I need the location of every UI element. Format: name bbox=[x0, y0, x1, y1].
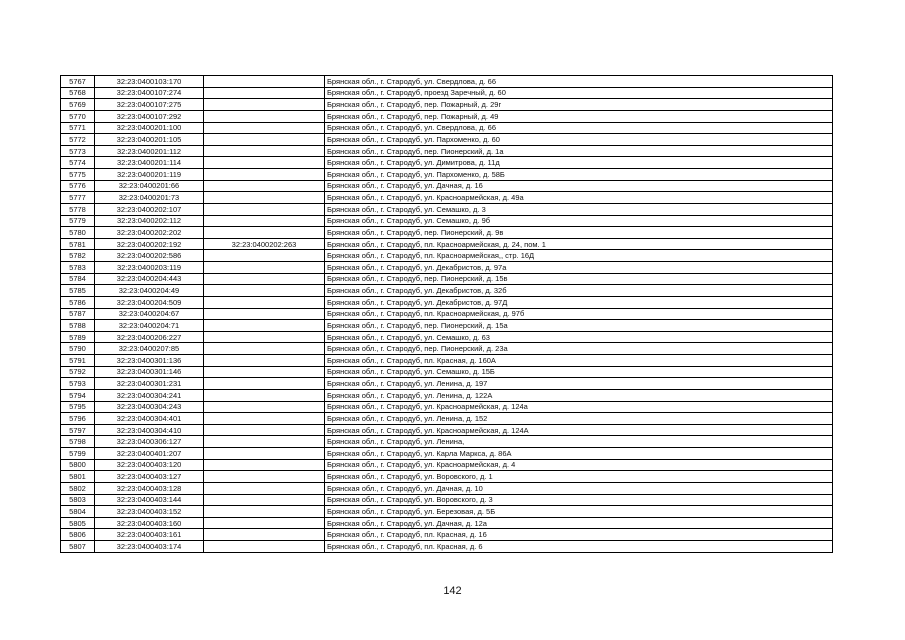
previous-number-cell bbox=[204, 203, 325, 215]
table-row bbox=[61, 482, 833, 494]
row-number-cell: 5790 bbox=[61, 343, 95, 355]
table-row bbox=[61, 541, 833, 553]
previous-number-cell bbox=[204, 355, 325, 367]
cadastral-number-cell: 32:23:0400304:401 bbox=[95, 413, 204, 425]
cadastral-number-cell: 32:23:0400201:100 bbox=[95, 122, 204, 134]
cadastral-number-cell: 32:23:0400202:586 bbox=[95, 250, 204, 262]
address-cell: Брянская обл., г. Стародуб, пер. Пионерский, д. 9в bbox=[325, 227, 833, 239]
cadastral-number-cell: 32:23:0400301:146 bbox=[95, 366, 204, 378]
cadastral-number-cell: 32:23:0400204:49 bbox=[95, 285, 204, 297]
row-number-cell: 5770 bbox=[61, 110, 95, 122]
address-cell: Брянская обл., г. Стародуб, ул. Дачная, д. 16 bbox=[325, 180, 833, 192]
table-row bbox=[61, 448, 833, 460]
table-row bbox=[61, 517, 833, 529]
previous-number-cell bbox=[204, 180, 325, 192]
address-cell: Брянская обл., г. Стародуб, ул. Красноармейская, д. 124А bbox=[325, 424, 833, 436]
cadastral-number-cell: 32:23:0400403:120 bbox=[95, 459, 204, 471]
address-cell: Брянская обл., г. Стародуб, ул. Воровского, д. 1 bbox=[325, 471, 833, 483]
row-number-cell: 5796 bbox=[61, 413, 95, 425]
address-cell: Брянская обл., г. Стародуб, пл. Красная, д. 6 bbox=[325, 541, 833, 553]
address-cell: Брянская обл., г. Стародуб, ул. Семашко, д. 3 bbox=[325, 203, 833, 215]
cadastral-number-cell: 32:23:0400207:85 bbox=[95, 343, 204, 355]
address-cell: Брянская обл., г. Стародуб, ул. Семашко, д. 15Б bbox=[325, 366, 833, 378]
row-number-cell: 5792 bbox=[61, 366, 95, 378]
cadastral-number-cell: 32:23:0400201:112 bbox=[95, 145, 204, 157]
row-number-cell: 5794 bbox=[61, 389, 95, 401]
table-row bbox=[61, 436, 833, 448]
previous-number-cell bbox=[204, 401, 325, 413]
address-cell: Брянская обл., г. Стародуб, ул. Ленина, д. 152 bbox=[325, 413, 833, 425]
cadastral-number-cell: 32:23:0400201:73 bbox=[95, 192, 204, 204]
address-cell: Брянская обл., г. Стародуб, пл. Красноармейская, д. 24, пом. 1 bbox=[325, 238, 833, 250]
table-row bbox=[61, 401, 833, 413]
address-cell: Брянская обл., г. Стародуб, ул. Карла Маркса, д. 86А bbox=[325, 448, 833, 460]
row-number-cell: 5783 bbox=[61, 262, 95, 274]
table-row bbox=[61, 169, 833, 181]
row-number-cell: 5781 bbox=[61, 238, 95, 250]
page-number: 142 bbox=[443, 585, 462, 597]
table-row bbox=[61, 389, 833, 401]
previous-number-cell bbox=[204, 285, 325, 297]
table-row bbox=[61, 331, 833, 343]
previous-number-cell bbox=[204, 122, 325, 134]
address-cell: Брянская обл., г. Стародуб, ул. Красноармейская, д. 124а bbox=[325, 401, 833, 413]
cadastral-number-cell: 32:23:0400201:66 bbox=[95, 180, 204, 192]
address-cell: Брянская обл., г. Стародуб, ул. Красноармейская, д. 49а bbox=[325, 192, 833, 204]
row-number-cell: 5785 bbox=[61, 285, 95, 297]
table-row bbox=[61, 262, 833, 274]
table-row bbox=[61, 110, 833, 122]
row-number-cell: 5803 bbox=[61, 494, 95, 506]
row-number-cell: 5777 bbox=[61, 192, 95, 204]
previous-number-cell bbox=[204, 506, 325, 518]
table-row bbox=[61, 494, 833, 506]
cadastral-number-cell: 32:23:0400107:292 bbox=[95, 110, 204, 122]
row-number-cell: 5784 bbox=[61, 273, 95, 285]
row-number-cell: 5776 bbox=[61, 180, 95, 192]
address-cell: Брянская обл., г. Стародуб, пер. Пионерский, д. 23а bbox=[325, 343, 833, 355]
address-cell: Брянская обл., г. Стародуб, пл. Красноармейская,, стр. 16Д bbox=[325, 250, 833, 262]
table-row bbox=[61, 529, 833, 541]
row-number-cell: 5769 bbox=[61, 99, 95, 111]
address-cell: Брянская обл., г. Стародуб, пер. Пожарный, д. 49 bbox=[325, 110, 833, 122]
cadastral-number-cell: 32:23:0400306:127 bbox=[95, 436, 204, 448]
cadastral-number-cell: 32:23:0400201:119 bbox=[95, 169, 204, 181]
table-row bbox=[61, 366, 833, 378]
previous-number-cell bbox=[204, 250, 325, 262]
previous-number-cell bbox=[204, 343, 325, 355]
address-cell: Брянская обл., г. Стародуб, пер. Пожарный, д. 29г bbox=[325, 99, 833, 111]
cadastral-number-cell: 32:23:0400203:119 bbox=[95, 262, 204, 274]
cadastral-number-cell: 32:23:0400403:174 bbox=[95, 541, 204, 553]
row-number-cell: 5786 bbox=[61, 296, 95, 308]
cadastral-number-cell: 32:23:0400204:67 bbox=[95, 308, 204, 320]
cadastral-number-cell: 32:23:0400401:207 bbox=[95, 448, 204, 460]
row-number-cell: 5780 bbox=[61, 227, 95, 239]
cadastral-number-cell: 32:23:0400107:275 bbox=[95, 99, 204, 111]
address-cell: Брянская обл., г. Стародуб, ул. Свердлова, д. 66 bbox=[325, 76, 833, 88]
previous-number-cell bbox=[204, 215, 325, 227]
table-row bbox=[61, 215, 833, 227]
previous-number-cell bbox=[204, 262, 325, 274]
table-row bbox=[61, 99, 833, 111]
cadastral-number-cell: 32:23:0400204:443 bbox=[95, 273, 204, 285]
cadastral-number-cell: 32:23:0400103:170 bbox=[95, 76, 204, 88]
address-cell: Брянская обл., г. Стародуб, ул. Ленина, д. 122А bbox=[325, 389, 833, 401]
cadastral-number-cell: 32:23:0400403:161 bbox=[95, 529, 204, 541]
row-number-cell: 5801 bbox=[61, 471, 95, 483]
previous-number-cell: 32:23:0400202:263 bbox=[204, 238, 325, 250]
previous-number-cell bbox=[204, 471, 325, 483]
address-cell: Брянская обл., г. Стародуб, ул. Свердлова, д. 66 bbox=[325, 122, 833, 134]
address-cell: Брянская обл., г. Стародуб, ул. Красноармейская, д. 4 bbox=[325, 459, 833, 471]
cadastral-number-cell: 32:23:0400304:410 bbox=[95, 424, 204, 436]
address-cell: Брянская обл., г. Стародуб, ул. Декабристов, д. 97Д bbox=[325, 296, 833, 308]
previous-number-cell bbox=[204, 448, 325, 460]
address-cell: Брянская обл., г. Стародуб, пл. Красная, д. 160А bbox=[325, 355, 833, 367]
table-row bbox=[61, 506, 833, 518]
previous-number-cell bbox=[204, 169, 325, 181]
table-row bbox=[61, 355, 833, 367]
address-cell: Брянская обл., г. Стародуб, ул. Семашко, д. 63 bbox=[325, 331, 833, 343]
row-number-cell: 5788 bbox=[61, 320, 95, 332]
previous-number-cell bbox=[204, 134, 325, 146]
row-number-cell: 5772 bbox=[61, 134, 95, 146]
cadastral-number-cell: 32:23:0400202:202 bbox=[95, 227, 204, 239]
row-number-cell: 5802 bbox=[61, 482, 95, 494]
previous-number-cell bbox=[204, 273, 325, 285]
row-number-cell: 5773 bbox=[61, 145, 95, 157]
previous-number-cell bbox=[204, 459, 325, 471]
table-row bbox=[61, 285, 833, 297]
cadastral-number-cell: 32:23:0400202:192 bbox=[95, 238, 204, 250]
table-row bbox=[61, 134, 833, 146]
table-row bbox=[61, 343, 833, 355]
previous-number-cell bbox=[204, 494, 325, 506]
table-row bbox=[61, 413, 833, 425]
cadastral-number-cell: 32:23:0400202:112 bbox=[95, 215, 204, 227]
table-row bbox=[61, 180, 833, 192]
previous-number-cell bbox=[204, 482, 325, 494]
row-number-cell: 5791 bbox=[61, 355, 95, 367]
previous-number-cell bbox=[204, 308, 325, 320]
address-cell: Брянская обл., г. Стародуб, ул. Пархоменко, д. 58Б bbox=[325, 169, 833, 181]
table-row bbox=[61, 273, 833, 285]
cadastral-number-cell: 32:23:0400201:114 bbox=[95, 157, 204, 169]
previous-number-cell bbox=[204, 99, 325, 111]
row-number-cell: 5807 bbox=[61, 541, 95, 553]
row-number-cell: 5789 bbox=[61, 331, 95, 343]
row-number-cell: 5793 bbox=[61, 378, 95, 390]
cadastral-number-cell: 32:23:0400304:241 bbox=[95, 389, 204, 401]
table-row bbox=[61, 238, 833, 250]
cadastral-number-cell: 32:23:0400403:160 bbox=[95, 517, 204, 529]
previous-number-cell bbox=[204, 378, 325, 390]
row-number-cell: 5767 bbox=[61, 76, 95, 88]
row-number-cell: 5771 bbox=[61, 122, 95, 134]
row-number-cell: 5800 bbox=[61, 459, 95, 471]
address-cell: Брянская обл., г. Стародуб, ул. Декабристов, д. 32б bbox=[325, 285, 833, 297]
table-row bbox=[61, 250, 833, 262]
row-number-cell: 5774 bbox=[61, 157, 95, 169]
previous-number-cell bbox=[204, 296, 325, 308]
row-number-cell: 5798 bbox=[61, 436, 95, 448]
table-row bbox=[61, 320, 833, 332]
table-body bbox=[61, 76, 833, 553]
previous-number-cell bbox=[204, 110, 325, 122]
address-cell: Брянская обл., г. Стародуб, ул. Декабристов, д. 97а bbox=[325, 262, 833, 274]
row-number-cell: 5775 bbox=[61, 169, 95, 181]
address-cell: Брянская обл., г. Стародуб, пер. Пионерский, д. 15а bbox=[325, 320, 833, 332]
row-number-cell: 5768 bbox=[61, 87, 95, 99]
address-cell: Брянская обл., г. Стародуб, ул. Березовая, д. 5Б bbox=[325, 506, 833, 518]
previous-number-cell bbox=[204, 76, 325, 88]
previous-number-cell bbox=[204, 87, 325, 99]
cadastral-number-cell: 32:23:0400204:509 bbox=[95, 296, 204, 308]
table-row bbox=[61, 378, 833, 390]
cadastral-number-cell: 32:23:0400403:127 bbox=[95, 471, 204, 483]
address-cell: Брянская обл., г. Стародуб, ул. Ленина, bbox=[325, 436, 833, 448]
table-row bbox=[61, 76, 833, 88]
table-row bbox=[61, 203, 833, 215]
row-number-cell: 5797 bbox=[61, 424, 95, 436]
table-row bbox=[61, 145, 833, 157]
previous-number-cell bbox=[204, 331, 325, 343]
address-cell: Брянская обл., г. Стародуб, пл. Красная, д. 16 bbox=[325, 529, 833, 541]
address-cell: Брянская обл., г. Стародуб, пл. Красноармейская, д. 97б bbox=[325, 308, 833, 320]
previous-number-cell bbox=[204, 541, 325, 553]
cadastral-number-cell: 32:23:0400403:128 bbox=[95, 482, 204, 494]
address-cell: Брянская обл., г. Стародуб, пер. Пионерский, д. 15в bbox=[325, 273, 833, 285]
cadastral-number-cell: 32:23:0400301:231 bbox=[95, 378, 204, 390]
cadastral-number-cell: 32:23:0400206:227 bbox=[95, 331, 204, 343]
previous-number-cell bbox=[204, 517, 325, 529]
cadastral-number-cell: 32:23:0400202:107 bbox=[95, 203, 204, 215]
address-cell: Брянская обл., г. Стародуб, ул. Ленина, д. 197 bbox=[325, 378, 833, 390]
row-number-cell: 5799 bbox=[61, 448, 95, 460]
table-row bbox=[61, 122, 833, 134]
previous-number-cell bbox=[204, 227, 325, 239]
previous-number-cell bbox=[204, 320, 325, 332]
table-row bbox=[61, 296, 833, 308]
address-cell: Брянская обл., г. Стародуб, ул. Дачная, д. 10 bbox=[325, 482, 833, 494]
address-cell: Брянская обл., г. Стародуб, проезд Заречный, д. 60 bbox=[325, 87, 833, 99]
address-cell: Брянская обл., г. Стародуб, ул. Димитрова, д. 11д bbox=[325, 157, 833, 169]
previous-number-cell bbox=[204, 192, 325, 204]
previous-number-cell bbox=[204, 157, 325, 169]
row-number-cell: 5779 bbox=[61, 215, 95, 227]
table-row bbox=[61, 471, 833, 483]
row-number-cell: 5782 bbox=[61, 250, 95, 262]
cadastral-number-cell: 32:23:0400304:243 bbox=[95, 401, 204, 413]
row-number-cell: 5795 bbox=[61, 401, 95, 413]
previous-number-cell bbox=[204, 436, 325, 448]
address-cell: Брянская обл., г. Стародуб, ул. Воровского, д. 3 bbox=[325, 494, 833, 506]
table-row bbox=[61, 459, 833, 471]
table-row bbox=[61, 424, 833, 436]
address-cell: Брянская обл., г. Стародуб, ул. Дачная, д. 12а bbox=[325, 517, 833, 529]
cadastral-number-cell: 32:23:0400403:144 bbox=[95, 494, 204, 506]
row-number-cell: 5787 bbox=[61, 308, 95, 320]
cadastral-number-cell: 32:23:0400201:105 bbox=[95, 134, 204, 146]
table-row bbox=[61, 157, 833, 169]
address-cell: Брянская обл., г. Стародуб, ул. Семашко, д. 9б bbox=[325, 215, 833, 227]
previous-number-cell bbox=[204, 424, 325, 436]
table-row bbox=[61, 87, 833, 99]
table-row bbox=[61, 227, 833, 239]
row-number-cell: 5804 bbox=[61, 506, 95, 518]
row-number-cell: 5778 bbox=[61, 203, 95, 215]
cadastral-number-cell: 32:23:0400403:152 bbox=[95, 506, 204, 518]
row-number-cell: 5805 bbox=[61, 517, 95, 529]
previous-number-cell bbox=[204, 389, 325, 401]
cadastral-number-cell: 32:23:0400107:274 bbox=[95, 87, 204, 99]
previous-number-cell bbox=[204, 529, 325, 541]
cadastral-number-cell: 32:23:0400204:71 bbox=[95, 320, 204, 332]
row-number-cell: 5806 bbox=[61, 529, 95, 541]
previous-number-cell bbox=[204, 145, 325, 157]
previous-number-cell bbox=[204, 413, 325, 425]
table-row bbox=[61, 308, 833, 320]
address-cell: Брянская обл., г. Стародуб, пер. Пионерский, д. 1а bbox=[325, 145, 833, 157]
address-cell: Брянская обл., г. Стародуб, ул. Пархоменко, д. 60 bbox=[325, 134, 833, 146]
previous-number-cell bbox=[204, 366, 325, 378]
cadastral-number-cell: 32:23:0400301:136 bbox=[95, 355, 204, 367]
property-register-table bbox=[60, 75, 833, 553]
table-row bbox=[61, 192, 833, 204]
